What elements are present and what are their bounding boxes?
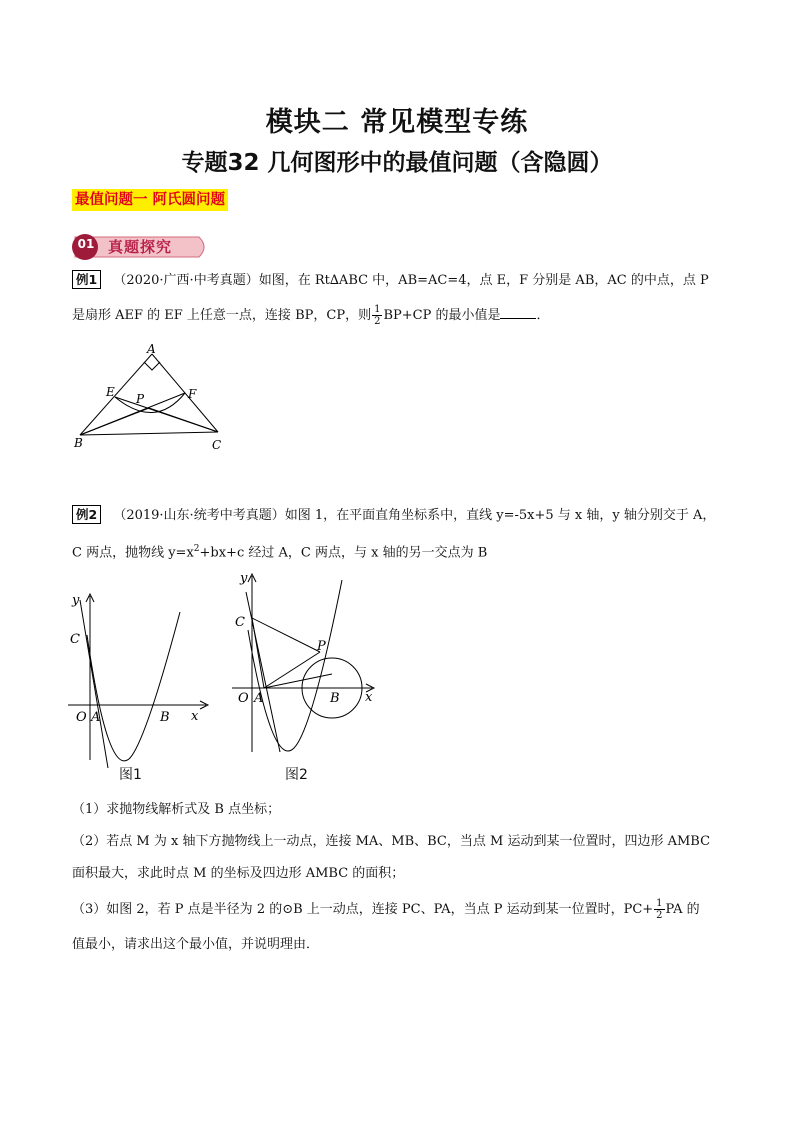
section-tag: 最值问题一 阿氏圆问题 [72, 189, 228, 211]
fig1-label-C: C [70, 632, 80, 647]
label-E: E [106, 385, 115, 399]
example2-text-b1: C 两点，抛物线 y=x [72, 545, 194, 561]
question-3-line1 [72, 898, 724, 921]
label-B: B [74, 436, 83, 450]
fig2-y-label: y [240, 571, 248, 586]
page-subtitle: 专题32 几何图形中的最值问题（含隐圆） [181, 150, 613, 176]
fig1-label-B: B [160, 710, 170, 725]
banner-text: 真题探究 [108, 238, 173, 256]
question-3-text-a: （3）如图 2，若 P 点是半径为 2 的⊙B 上一动点，连接 PC、PA，当点 P 运动到某一位置时，PC+ [72, 902, 654, 917]
fig1-x-label: x [191, 709, 199, 724]
exponent: 2 [193, 544, 200, 554]
example2-text-b2: +bx+c 经过 A，C 两点，与 x 轴的另一交点为 B [199, 545, 488, 561]
fig2-label-O: O [238, 691, 249, 706]
answer-blank [500, 306, 536, 319]
example1-label: 例1 [72, 270, 101, 289]
label-C: C [212, 438, 222, 452]
fig2-label-B: B [330, 691, 340, 706]
label-F: F [188, 387, 197, 401]
question-3-line2: 值最小，请求出这个最小值，并说明理由． [72, 937, 320, 952]
example1-text-c: BP+CP 的最小值是 [383, 308, 501, 323]
fig2-label-C: C [235, 615, 245, 630]
fig1-y-label: y [72, 593, 80, 608]
example1-text-line2 [72, 304, 724, 327]
banner-number: 01 [77, 237, 95, 251]
figure-2-caption: 图2 [285, 767, 308, 783]
question-2-line1: （2）若点 M 为 x 轴下方抛物线上一动点，连接 MA、MB、BC，当点 M 运动到某一位置时，四边形 AMBC [72, 834, 711, 849]
page-title: 模块二 常见模型专练 [265, 107, 529, 138]
figure-1-caption: 图1 [119, 767, 142, 783]
example2-text-line2 [72, 539, 724, 563]
example2-label: 例2 [72, 505, 101, 524]
example2-text-a: 如图 1，在平面直角坐标系中，直线 y=-5x+5 与 x 轴，y 轴分别交于 A， [284, 508, 716, 523]
figure-2 [232, 570, 382, 760]
example1-figure [70, 340, 240, 455]
example1-fraction: $\frac{1}{2}$ [374, 304, 381, 327]
example1-text-end: ． [536, 308, 550, 323]
example2-source: （2019·山东·统考中考真题） [113, 508, 285, 523]
figure-1 [68, 590, 218, 770]
fig1-label-O: O [76, 710, 87, 725]
question-3-text-b: PA 的 [665, 902, 700, 917]
label-P: P [136, 392, 145, 406]
fig2-label-P: P [317, 639, 326, 654]
example1-text-a: 如图，在 Rt∆ABC 中，AB=AC=4，点 E，F 分别是 AB，AC 的中点，点 P [258, 273, 709, 288]
question-3-fraction: $\frac{1}{2}$ [656, 898, 663, 921]
question-2-line2: 面积最大，求此时点 M 的坐标及四边形 AMBC 的面积； [72, 866, 405, 881]
example1-text-b: 是扇形 AEF 的 EF 上任意一点，连接 BP，CP，则 [72, 308, 372, 323]
fig2-label-A: A [254, 691, 264, 706]
question-1: （1）求抛物线解析式及 B 点坐标； [72, 802, 281, 817]
label-A: A [147, 342, 156, 356]
example2-text [72, 505, 724, 526]
fig1-label-A: A [91, 710, 101, 725]
fig2-x-label: x [365, 690, 373, 705]
example1-source: （2020·广西·中考真题） [113, 273, 259, 288]
example1-text [72, 270, 724, 291]
